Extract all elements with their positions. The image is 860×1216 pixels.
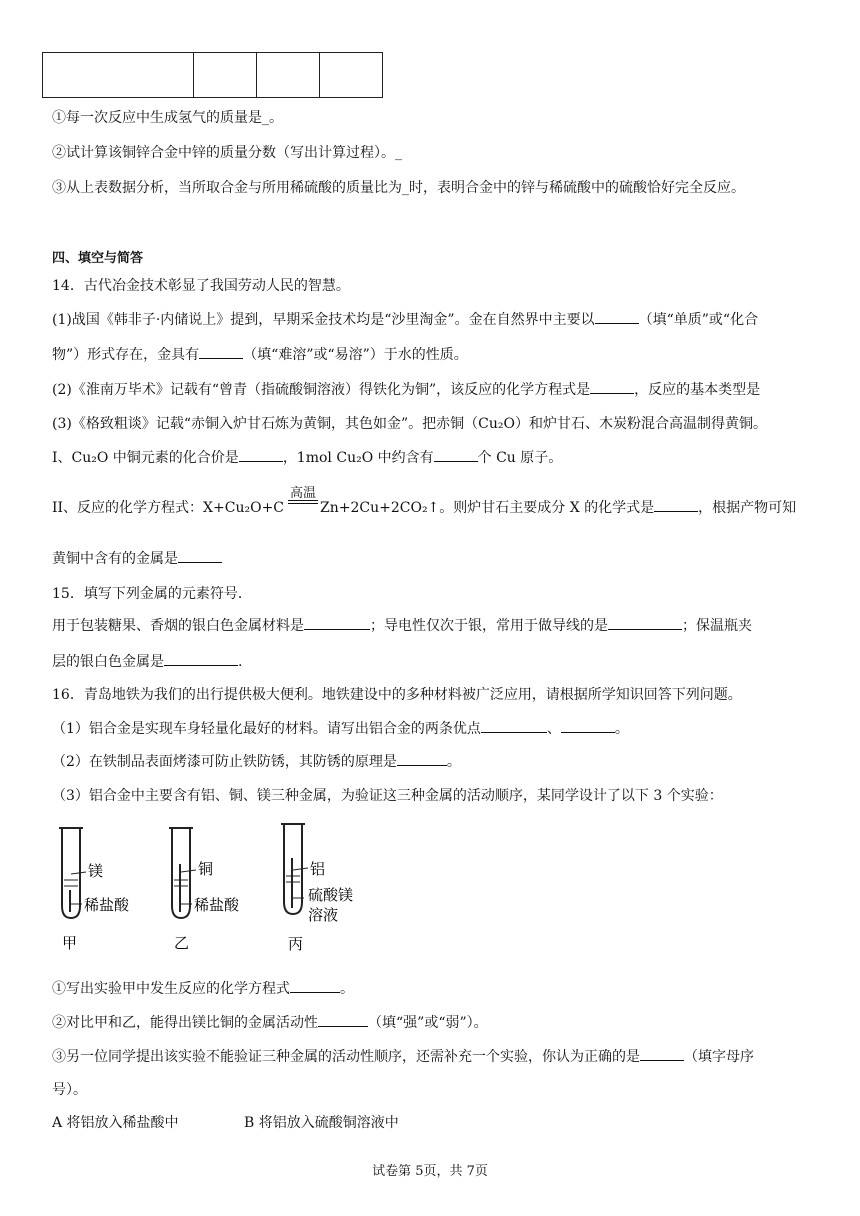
answer-blank[interactable] xyxy=(304,617,370,630)
q15-line-1: 用于包装糖果、香烟的银白色金属材料是 ；导电性仅次于银，常用于做导线的是 ；保温瓶夹 xyxy=(52,618,752,634)
answer-blank[interactable] xyxy=(164,653,238,666)
q16-p1: （1）铝合金是实现车身轻量化最好的材料。请写出铝合金的两条优点 、 。 xyxy=(52,721,629,737)
reaction-condition: 高温 xyxy=(289,486,316,501)
equals-sign-line xyxy=(288,500,318,501)
tube-metal-label: 铜 xyxy=(198,860,214,878)
table-cell xyxy=(43,53,194,98)
answer-blank[interactable] xyxy=(608,617,682,630)
tube-liquid-label: 稀盐酸 xyxy=(84,896,130,914)
q14-intro: 14．古代冶金技术彰显了我国劳动人民的智慧。 xyxy=(52,278,350,294)
table-cell xyxy=(320,53,383,98)
q14-p3: (3)《格致粗谈》记载“赤铜入炉甘石炼为黄铜，其色如金”。把赤铜（Cu₂O）和炉甘石、木炭粉混合高温制得黄铜。 xyxy=(52,416,767,432)
q15-intro: 15．填写下列金属的元素符号． xyxy=(52,586,252,602)
tube-name-label: 甲 xyxy=(62,934,78,952)
answer-blank[interactable] xyxy=(434,449,478,462)
answer-blank[interactable] xyxy=(397,753,447,766)
q16-p3: （3）铝合金中主要含有铝、铜、镁三种金属，为验证这三种金属的活动顺序，某同学设计了以下 3 个实验： xyxy=(52,788,723,804)
q14-part-i: I、Cu₂O 中铜元素的化合价是 ，1mol Cu₂O 中约含有 个 Cu 原子。 xyxy=(52,450,563,466)
answer-blank[interactable] xyxy=(239,449,283,462)
q13-line-1: ①每一次反应中生成氢气的质量是_。 xyxy=(52,110,283,126)
q13-line-3: ③从上表数据分析，当所取合金与所用稀硫酸的质量比为_时，表明合金中的锌与稀硫酸中的硫酸恰好完全反应。 xyxy=(52,180,745,196)
tube-liquid-label: 稀盐酸 xyxy=(194,896,240,914)
q16-sub-3: ③另一位同学提出该实验不能验证三种金属的活动性顺序，还需补充一个实验，你认为正确的是 （填字母序 xyxy=(52,1049,754,1065)
table-cell xyxy=(194,53,257,98)
answer-blank[interactable] xyxy=(199,346,243,359)
page-footer: 试卷第 5页，共 7页 xyxy=(372,1164,488,1179)
tube-name-label: 丙 xyxy=(288,935,304,953)
q15-line-2: 层的银白色金属是 . xyxy=(52,654,243,670)
equals-sign-line xyxy=(288,503,318,504)
answer-blank[interactable] xyxy=(590,381,634,394)
test-tube-bing xyxy=(278,818,408,958)
option-b: B 将铝放入硫酸铜溶液中 xyxy=(244,1115,399,1131)
answer-blank[interactable] xyxy=(595,311,639,324)
answer-blank[interactable] xyxy=(654,499,698,512)
answer-blank[interactable] xyxy=(318,1014,368,1027)
test-tube-yi xyxy=(166,824,296,956)
option-a: A 将铝放入稀盐酸中 xyxy=(52,1115,179,1131)
q14-part-ii-c: 黄铜中含有的金属是 xyxy=(52,548,222,568)
q14-p2: (2)《淮南万毕术》记载有“曾青（指硫酸铜溶液）得铁化为铜”，该反应的化学方程式是 ，反应的基本类型是 xyxy=(52,382,761,398)
q14-part-ii-a: II、反应的化学方程式：X+Cu₂O+C xyxy=(52,500,285,516)
table-cell xyxy=(257,53,320,98)
answer-blank[interactable] xyxy=(290,980,340,993)
section-title: 四、填空与简答 xyxy=(52,251,144,266)
tube-metal-label: 镁 xyxy=(88,862,104,880)
q16-sub-1: ①写出实验甲中发生反应的化学方程式 。 xyxy=(52,981,354,997)
q16-sub-2: ②对比甲和乙，能得出镁比铜的金属活动性 （填“强”或“弱”）。 xyxy=(52,1015,488,1031)
q14-part-ii-b: Zn+2Cu+2CO₂↑。则炉甘石主要成分 X 的化学式是 ，根据产物可知 xyxy=(320,500,797,516)
tube-liquid-label: 溶液 xyxy=(308,906,339,924)
q13-line-2: ②试计算该铜锌合金中锌的质量分数（写出计算过程）。_ xyxy=(52,145,402,161)
q14-p1-line2: 物”）形式存在，金具有 （填“难溶”或“易溶”）于水的性质。 xyxy=(52,347,468,363)
tube-liquid-label: 硫酸镁 xyxy=(308,886,354,904)
tube-metal-label: 铝 xyxy=(310,860,326,878)
tube-name-label: 乙 xyxy=(174,934,190,952)
q16-sub-3-cont: 号）。 xyxy=(52,1082,87,1098)
q14-p1-line1: (1)战国《韩非子·内储说上》提到，早期采金技术均是“沙里淘金”。金在自然界中主要以 （填“单质”或“化合 xyxy=(52,312,759,328)
q16-p2: （2）在铁制品表面烤漆可防止铁防锈，其防锈的原理是 。 xyxy=(52,754,461,770)
answer-blank[interactable] xyxy=(561,720,615,733)
answer-blank[interactable] xyxy=(178,550,222,563)
data-table xyxy=(42,52,383,98)
answer-blank[interactable] xyxy=(640,1048,684,1061)
answer-blank[interactable] xyxy=(481,720,547,733)
q16-intro: 16．青岛地铁为我们的出行提供极大便利。地铁建设中的多种材料被广泛应用，请根据所学知识回答下列问题。 xyxy=(52,687,742,703)
table-row xyxy=(43,53,383,98)
